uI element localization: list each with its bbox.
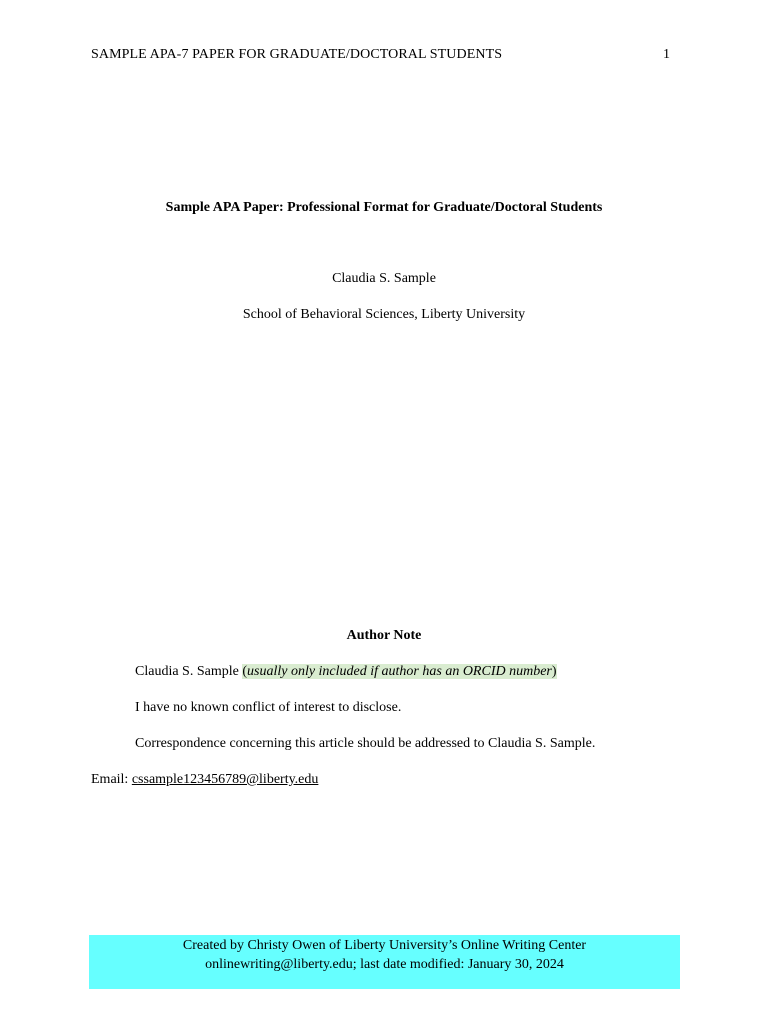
orcid-note-text: usually only included if author has an ORCID number xyxy=(247,664,552,679)
author-affiliation: School of Behavioral Sciences, Liberty University xyxy=(242,307,526,322)
footer-credit-box xyxy=(89,935,680,989)
orcid-author-name: Claudia S. Sample xyxy=(135,664,243,679)
author-note-heading: Author Note xyxy=(346,628,422,643)
email-link[interactable]: cssample123456789@liberty.edu xyxy=(131,772,319,787)
running-head: SAMPLE APA-7 PAPER FOR GRADUATE/DOCTORAL STUDENTS xyxy=(91,47,503,62)
author-note-correspondence: Correspondence concerning this article should be addressed to Claudia S. Sample. xyxy=(135,736,596,751)
footer-credit-line: Created by Christy Owen of Liberty University’s Online Writing Center xyxy=(182,938,587,953)
author-name: Claudia S. Sample xyxy=(332,271,436,286)
footer-contact-line: onlinewriting@liberty.edu; last date modified: January 30, 2024 xyxy=(205,957,564,972)
page-number: 1 xyxy=(663,47,670,62)
author-note-orcid-line xyxy=(135,664,557,680)
author-note-email-line xyxy=(91,772,318,788)
email-label: Email: xyxy=(91,772,132,787)
orcid-paren-close: ) xyxy=(551,664,557,679)
paper-title: Sample APA Paper: Professional Format for Graduate/Doctoral Students xyxy=(165,200,603,215)
orcid-highlight xyxy=(242,664,556,679)
author-note-conflict: I have no known conflict of interest to disclose. xyxy=(135,700,402,715)
orcid-paren-open: ( xyxy=(242,664,247,679)
